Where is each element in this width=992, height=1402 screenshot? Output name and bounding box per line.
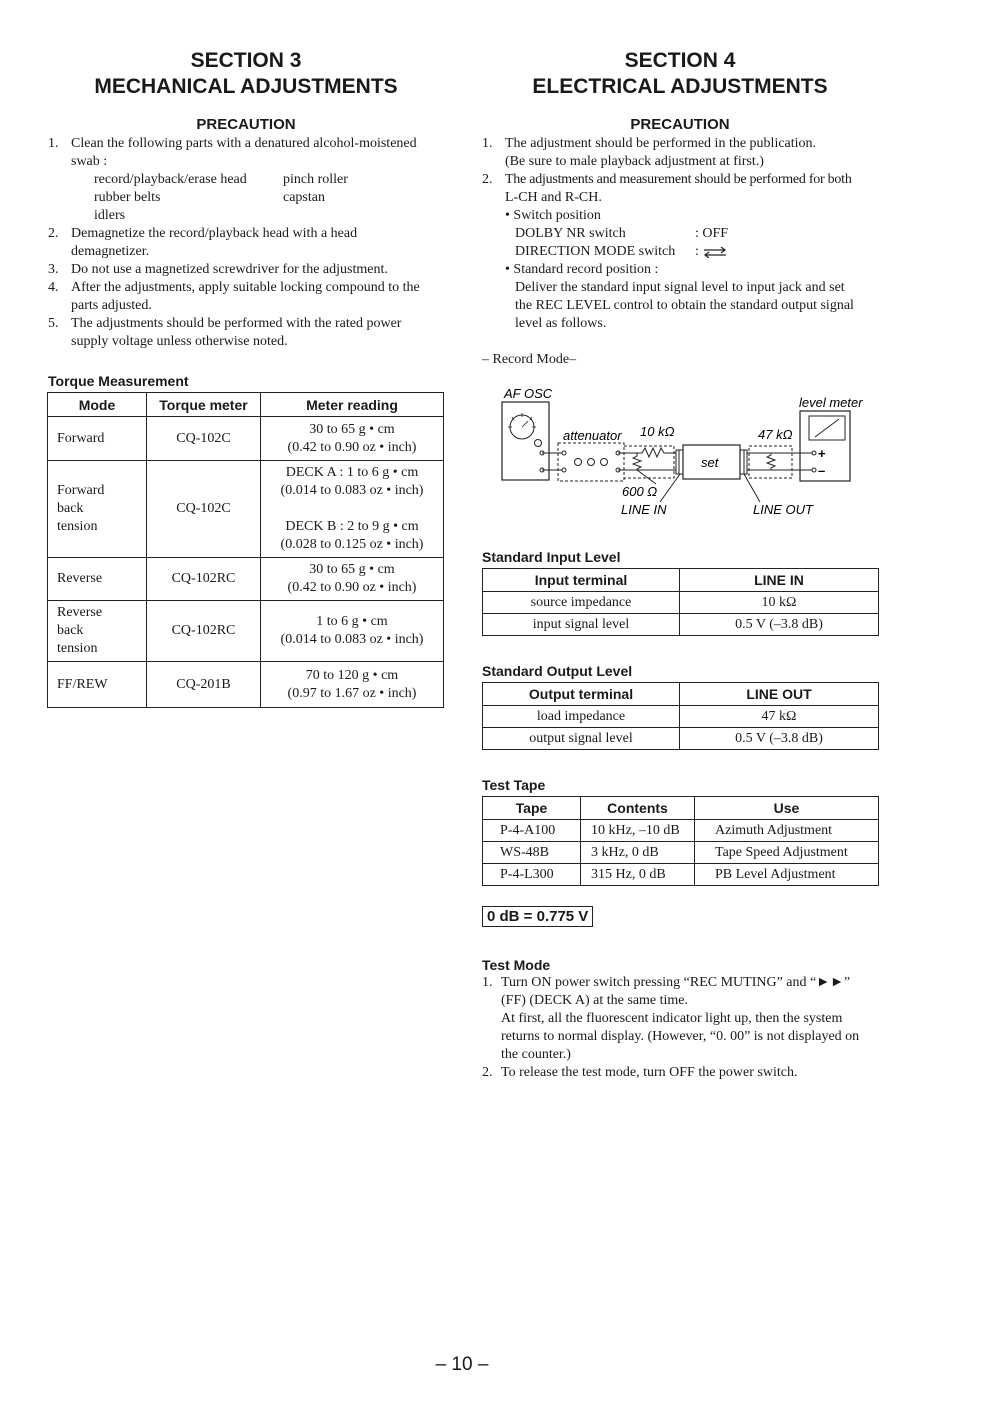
section3-title (48, 48, 444, 100)
r3-label: 47 kΩ (758, 427, 793, 442)
std-input-heading: Standard Input Level (482, 549, 621, 565)
attenuator-box (558, 443, 624, 481)
test-mode-heading: Test Mode (482, 957, 551, 973)
std-input-table (482, 568, 879, 636)
jack (812, 451, 816, 455)
table-row: WS-48B 3 kHz, 0 dB Tape Speed Adjustment (483, 842, 879, 864)
table-row: P-4-L300 315 Hz, 0 dB PB Level Adjustment (483, 864, 879, 886)
page-number: – 10 – (435, 1354, 489, 1375)
part-item: record/playback/erase head (94, 172, 247, 187)
reverse-arrows-icon (703, 247, 727, 258)
dolby-row: DOLBY NR switch : OFF (515, 226, 729, 241)
section3-precaution-list: 1. Clean the following parts with a denatured alcohol-moistened swab : record/playback/erase head pinch roller rubber belts capstan idlers 2. Demagnetize the record/playback head with a head demagnetizer. 3. Do not use a magnetized screwdriver for the adjustment. 4. After the adjustments, apply suitable locking compound to the parts adjusted. 5. The adjustments should be performed with the rated power supply voltage unless otherwise noted. (48, 135, 448, 351)
table-header: Input terminal (483, 569, 680, 592)
jack (562, 468, 566, 472)
attenuator-knob (575, 459, 582, 466)
list-item: 2. Demagnetize the record/playback head with a head (48, 226, 358, 241)
record-mode-label: – Record Mode– (482, 352, 577, 367)
attenuator-knob (601, 459, 608, 466)
test-tape-table (482, 796, 879, 886)
section4-title (482, 48, 878, 100)
section4-precaution-heading: PRECAUTION (630, 116, 730, 133)
section4-name: ELECTRICAL ADJUSTMENTS (532, 75, 828, 98)
table-header: LINE OUT (680, 683, 879, 706)
jack (812, 468, 816, 472)
line-out-label: LINE OUT (753, 502, 813, 517)
minus-label: – (818, 463, 826, 478)
table-row: output signal level 0.5 V (–3.8 dB) (483, 728, 879, 750)
table-header: Use (695, 797, 879, 820)
level-meter-label: level meter (799, 395, 863, 410)
table-row: load impedance 47 kΩ (483, 706, 879, 728)
list-item: 1. Clean the following parts with a denatured alcohol-moistened (48, 136, 417, 151)
table-row: source impedance 10 kΩ (483, 592, 879, 614)
set-label: set (701, 455, 719, 470)
table-header: LINE IN (680, 569, 879, 592)
line-in-label: LINE IN (621, 502, 667, 517)
test-mode-list: 1. Turn ON power switch pressing “REC MUTING” and “►►” (FF) (DECK A) at the same time. At first, all the fluorescent indicator light up, then the system returns to normal display. (However, “0. 00” is not displayed on the counter.) 2. To release the test mode, turn OFF the power switch. (482, 974, 887, 1082)
table-header: Contents (581, 797, 695, 820)
part-item: pinch roller (283, 172, 348, 187)
torque-table (47, 392, 444, 708)
list-item: 2. The adjustments and measurement should be performed for both (482, 172, 852, 187)
r1-label: 10 kΩ (640, 424, 675, 439)
table-row: Forward CQ-102C 30 to 65 g • cm (0.42 to 0.90 oz • inch) (48, 417, 444, 461)
line-in-network-box (624, 446, 674, 478)
parts-list (48, 171, 448, 225)
table-header: Meter reading (261, 393, 444, 417)
part-item: capstan (283, 190, 325, 205)
section3-number: SECTION 3 (190, 49, 302, 72)
plus-label: + (818, 446, 826, 461)
table-row: input signal level 0.5 V (–3.8 dB) (483, 614, 879, 636)
af-osc-knob (535, 440, 542, 447)
table-header: Torque meter (147, 393, 261, 417)
table-row: P-4-A100 10 kHz, –10 dB Azimuth Adjustment (483, 820, 879, 842)
section3-precaution-heading: PRECAUTION (196, 116, 296, 133)
section4-number: SECTION 4 (624, 49, 736, 72)
table-row: Reverse back tension CQ-102RC 1 to 6 g • cm (0.014 to 0.083 oz • inch) (48, 601, 444, 662)
table-row: Forward back tension CQ-102C DECK A : 1 to 6 g • cm (0.014 to 0.083 oz • inch) DECK B : 2 to 9 g • cm (0.028 to 0.125 oz • inch) (48, 461, 444, 558)
table-header: Mode (48, 393, 147, 417)
af-osc-label: AF OSC (504, 386, 553, 401)
torque-heading: Torque Measurement (48, 373, 189, 389)
table-row: FF/REW CQ-201B 70 to 120 g • cm (0.97 to 1.67 oz • inch) (48, 662, 444, 708)
attenuator-knob (588, 459, 595, 466)
table-header: Output terminal (483, 683, 680, 706)
std-output-heading: Standard Output Level (482, 663, 633, 679)
part-item: idlers (94, 208, 126, 223)
list-item: 4. After the adjustments, apply suitable locking compound to the (48, 280, 420, 295)
table-header: Tape (483, 797, 581, 820)
section4-precaution-list: 1. The adjustment should be performed in the publication. (Be sure to male playback adjustment at first.) 2. The adjustments and measurement should be performed for both L-CH and R-CH. • Switch position DOLBY NR switch : OFF DIRECTION MODE switch : • Standard record position : Deliver the standard input signal level to input jack and set the REC LEVEL control to obtain the standard output signal level as follows. (482, 135, 887, 333)
list-item: 3. Do not use a magnetized screwdriver for the adjustment. (48, 262, 388, 277)
table-row: Reverse CQ-102RC 30 to 65 g • cm (0.42 to 0.90 oz • inch) (48, 558, 444, 601)
attenuator-label: attenuator (563, 428, 622, 443)
resistor-600 (633, 454, 641, 470)
db-reference-box: 0 dB = 0.775 V (482, 906, 593, 927)
section3-name: MECHANICAL ADJUSTMENTS (94, 75, 398, 98)
std-output-table (482, 682, 879, 750)
direction-row: DIRECTION MODE switch : (482, 243, 887, 261)
list-item: 1. The adjustment should be performed in the publication. (482, 136, 817, 151)
test-tape-heading: Test Tape (482, 777, 546, 793)
list-item: 1. Turn ON power switch pressing “REC MUTING” and “►►” (482, 975, 851, 990)
resistor-47k (767, 453, 775, 470)
list-item: 5. The adjustments should be performed with the rated power (48, 316, 402, 331)
list-item: 2. To release the test mode, turn OFF the power switch. (482, 1065, 798, 1080)
jack (562, 451, 566, 455)
r2-label: 600 Ω (622, 484, 658, 499)
record-mode-diagram (482, 380, 892, 520)
part-item: rubber belts (94, 190, 161, 205)
